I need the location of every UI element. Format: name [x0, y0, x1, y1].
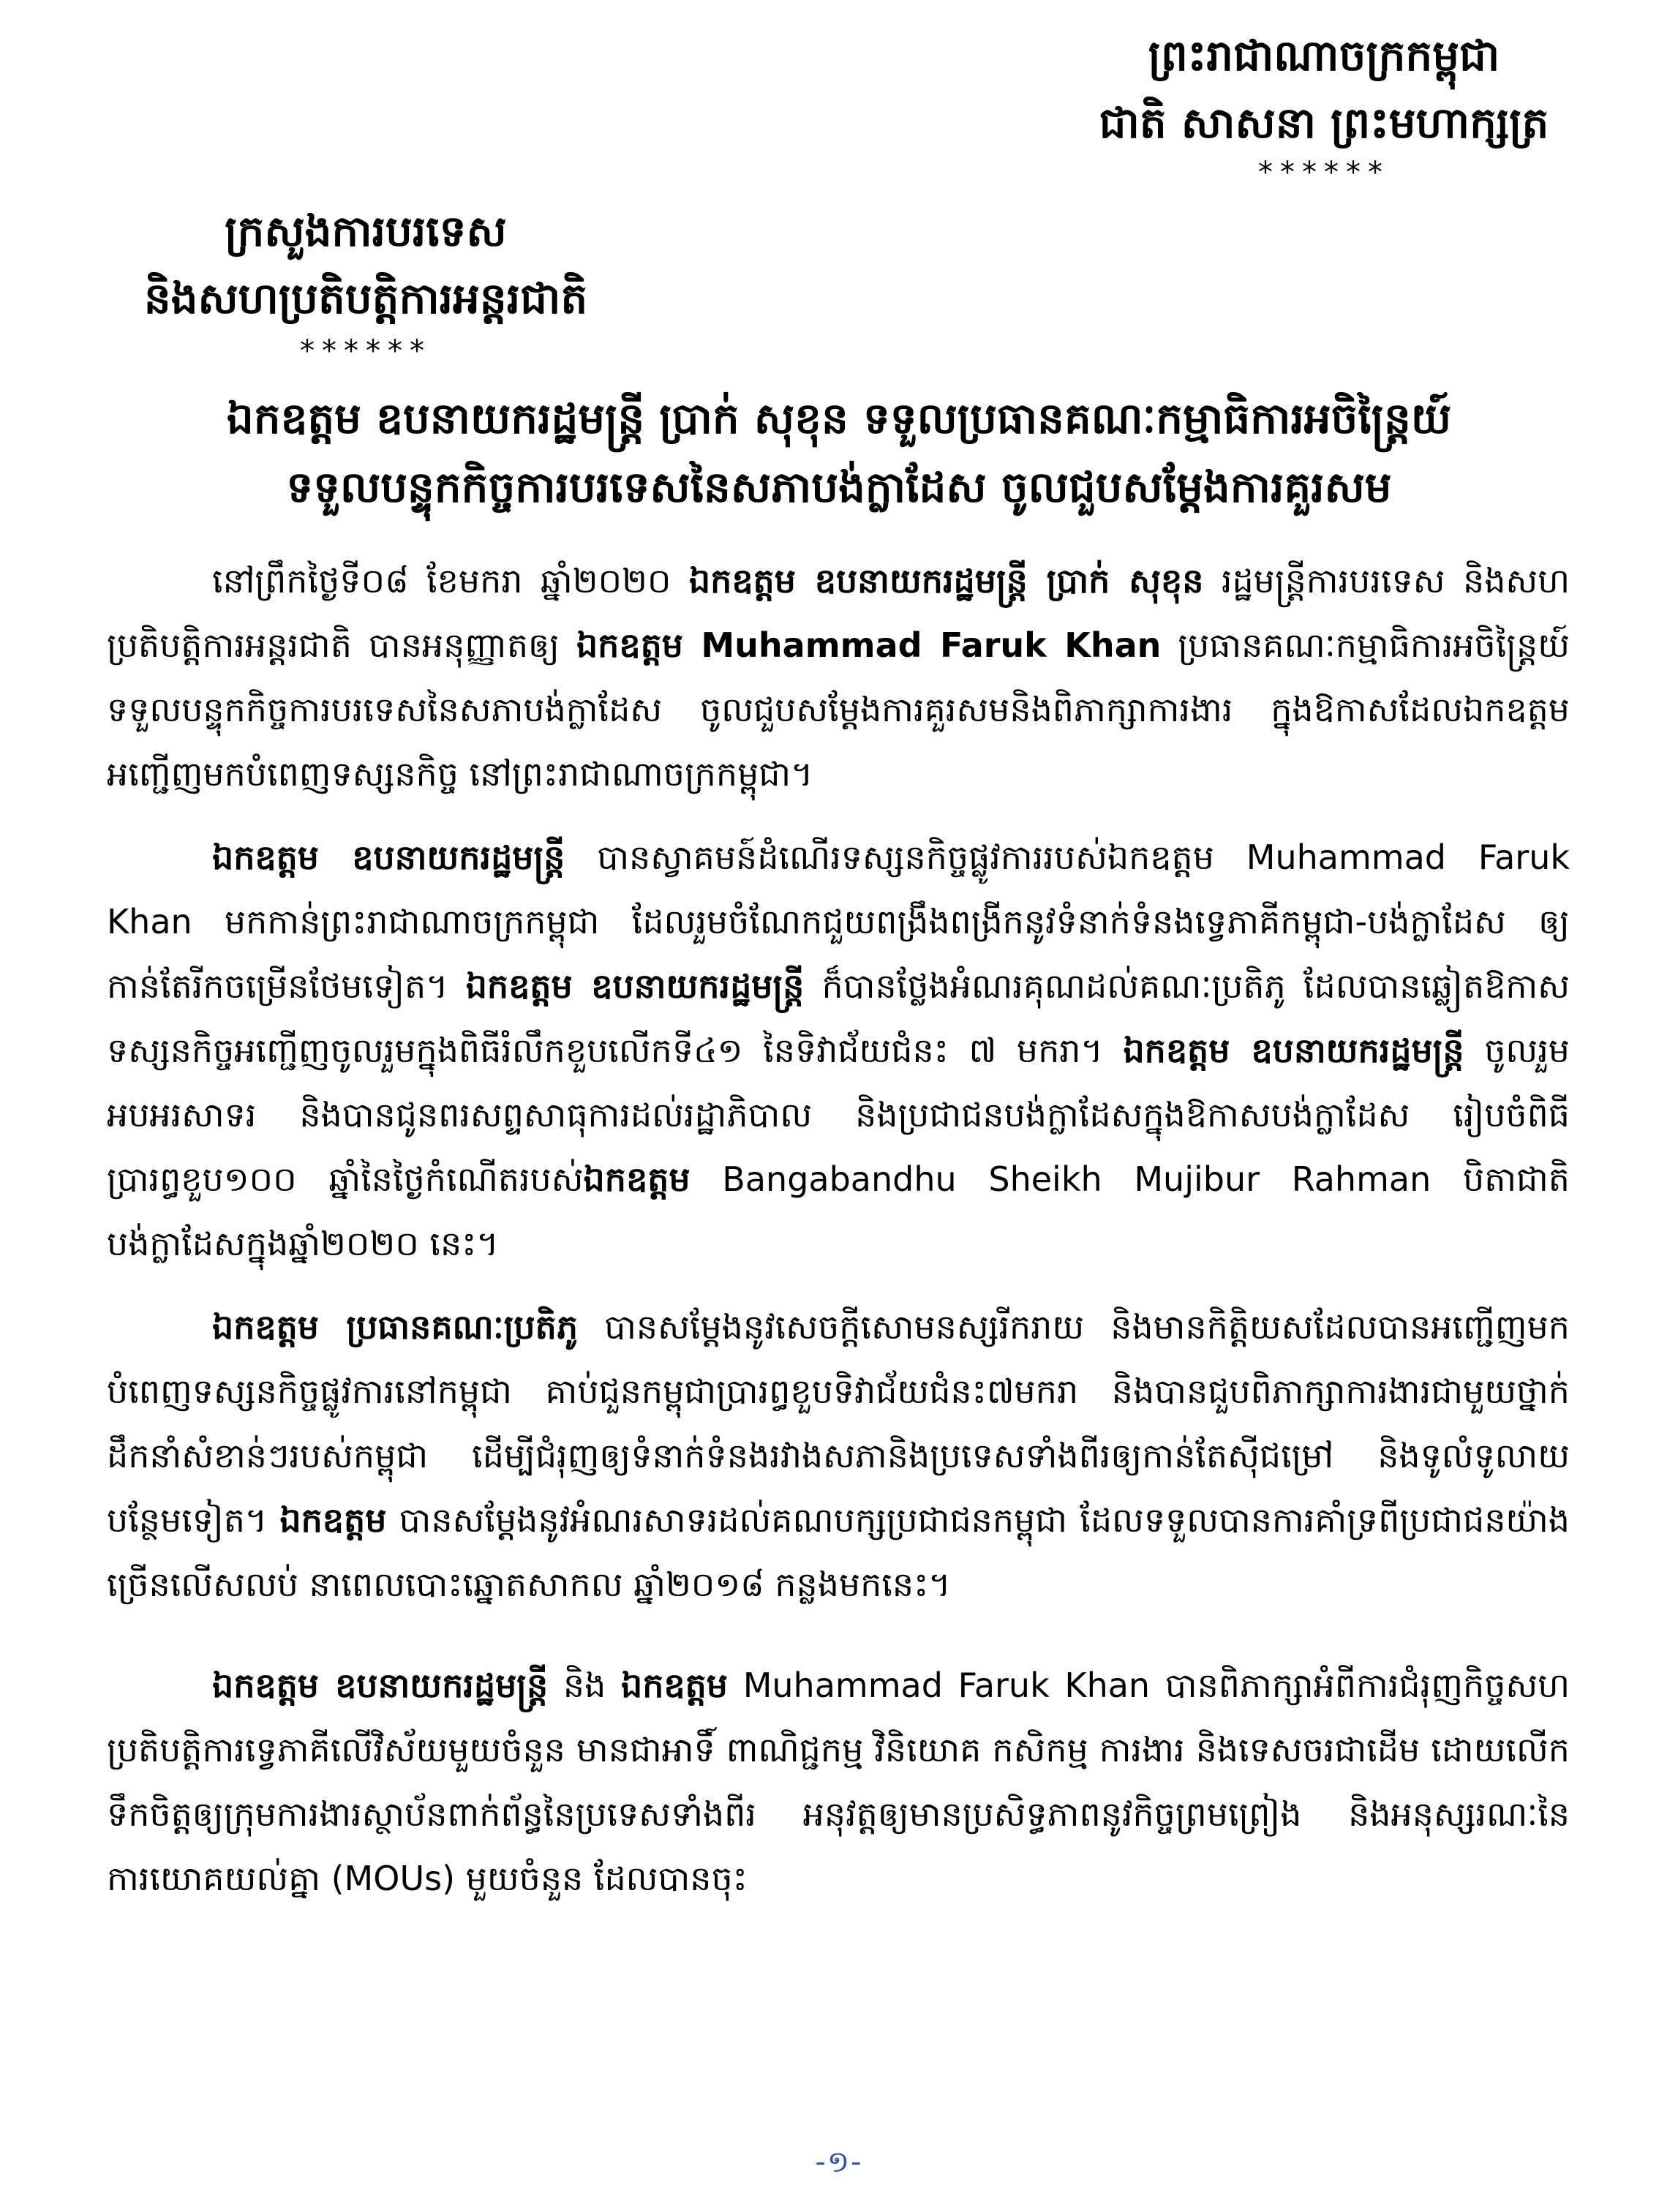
- national-motto: ជាតិ សាសនា ព្រះមហាក្សត្រ: [1099, 98, 1549, 148]
- paragraph-1: [107, 549, 1570, 806]
- bold-text-run: ឯកឧត្តម: [279, 1500, 387, 1540]
- document-title: [102, 384, 1576, 522]
- text-run: បានស្វាគមន៍ដំណើរទស្សនកិច្ចផ្លូវការរបស់ឯកឧត្តម Muhammad Faruk Khan មកកាន់ព្រះរាជាណាចក្រកម្ពុជា ដែលរួមចំណែកជួយពង្រឹងពង្រីកនូវទំនាក់ទំនងទ្វេភាគីកម្ពុជា-បង់ក្លាដែស ឲ្យកាន់តែរីកចម្រើនថែមទៀត។: [107, 838, 1570, 1006]
- bold-text-run: ឯកឧត្តម ឧបនាយករដ្ឋមន្ត្រី: [212, 838, 565, 877]
- text-run: ចូលរួមអបអរសាទរ និងបានជូនពរសព្ទសាធុការដល់រដ្ឋាភិបាល និងប្រជាជនបង់ក្លាដែសក្នុងឱកាសបង់ក្លាដែស រៀបចំពិធីប្រារព្ធខួប១០០ ឆ្នាំនៃថ្ងៃកំណើតរបស់: [107, 1031, 1570, 1199]
- title-line2: ទទួលបន្ទុកកិច្ចការបរទេសនៃសភាបង់ក្លាដែស ចូលជួបសម្តែងការគួរសម: [286, 462, 1392, 512]
- bold-text-run: ឯកឧត្តម ឧបនាយករដ្ឋមន្ត្រី: [212, 1666, 549, 1705]
- text-run: នៅព្រឹកថ្ងៃទី០៨ ខែមករា ឆ្នាំ២០២០: [212, 561, 689, 601]
- text-run: ក៏បានថ្លែងអំណរគុណដល់គណៈប្រតិភូ ដែលបានឆ្លៀតឱកាសទស្សនកិច្ចអញ្ជើញចូលរួមក្នុងពិធីរំលឹកខួបលើកទី៤១ នៃទិវាជ័យជំនះ ៧ មករា។: [107, 966, 1570, 1070]
- text-run: ប្រធានគណៈកម្មាធិការអចិន្ត្រៃយ៍ទទួលបន្ទុកកិច្ចការបរទេសនៃសភាបង់ក្លាដែស ចូលជួបសម្តែងការគួរសមនិងពិភាក្សាការងារ ក្នុងឱកាសដែលឯកឧត្តមអញ្ជើញមកបំពេញទស្សនកិច្ច នៅព្រះរាជាណាចក្រកម្ពុជា។: [107, 625, 1570, 794]
- title-line1: ឯកឧត្តម ឧបនាយករដ្ឋមន្ត្រី ប្រាក់ សុខុន ទទួលប្រធានគណៈកម្មាធិការអចិន្ត្រៃយ៍: [226, 394, 1452, 443]
- paragraph-3: [107, 1295, 1570, 1617]
- text-run: បានសម្តែងនូវសេចក្តីសោមនស្សរីករាយ និងមានកិត្តិយសដែលបានអញ្ជើញមកបំពេញទស្សនកិច្ចផ្លូវការនៅកម្ពុជា គាប់ជួនកម្ពុជាប្រារព្ធខួបទិវាជ័យជំនះ៧មករា និងបានជួបពិភាក្សាការងារជាមួយថ្នាក់ដឹកនាំសំខាន់ៗរបស់កម្ពុជា ដើម្បីជំរុញឲ្យទំនាក់ទំនងរវាងសភានិងប្រទេសទាំងពីរឲ្យកាន់តែស៊ីជម្រៅ និងទូលំទូលាយបន្ថែមទៀត។: [107, 1307, 1570, 1540]
- bold-text-run: ឯកឧត្តម: [583, 1159, 691, 1199]
- header-stars: ******: [1258, 156, 1390, 189]
- bold-text-run: ឯកឧត្តម ឧបនាយករដ្ឋមន្ត្រី ប្រាក់ សុខុន: [688, 561, 1204, 601]
- bold-text-run: ឯកឧត្តម Muhammad Faruk Khan: [576, 625, 1162, 665]
- bold-text-run: ឯកឧត្តម ប្រធានគណៈប្រតិភូ: [212, 1307, 579, 1347]
- text-run: រដ្ឋមន្ត្រីការបរទេស និងសហប្រតិបត្តិការអន្តរជាតិ បានអនុញ្ញាតឲ្យ: [107, 561, 1570, 665]
- text-run: និង: [548, 1666, 621, 1705]
- document-body: [107, 549, 1570, 1930]
- text-run: Bangabandhu Sheikh Mujibur Rahman បិតាជាតិបង់ក្លាដែសក្នុងឆ្នាំ២០២០ នេះ។: [107, 1159, 1570, 1263]
- bold-text-run: ឯកឧត្តម ឧបនាយករដ្ឋមន្ត្រី: [465, 966, 805, 1006]
- ministry-name-line1: ក្រសួងការបរទេស: [225, 206, 507, 256]
- kingdom-header: [1053, 22, 1595, 187]
- kingdom-name: ព្រះរាជាណាចក្រកម្ពុជា: [1148, 31, 1500, 80]
- text-run: បានសម្តែងនូវអំណរសាទរដល់គណបក្សប្រជាជនកម្ពុជា ដែលទទួលបានការគាំទ្រពីប្រជាជនយ៉ាងច្រើនលើសលប់ នាពេលបោះឆ្នោតសាកល ឆ្នាំ២០១៨ កន្លងមកនេះ។: [107, 1500, 1570, 1604]
- page-number: -១-: [815, 2145, 863, 2179]
- ministry-header: [110, 198, 622, 366]
- ministry-name-line2: និងសហប្រតិបត្តិការអន្តរជាតិ: [143, 274, 588, 323]
- paragraph-2: [107, 825, 1570, 1276]
- text-run: Muhammad Faruk Khan បានពិភាក្សាអំពីការជំរុញកិច្ចសហប្រតិបត្តិការទ្វេភាគីលើវិស័យមួយចំនួន មានជាអាទិ៍ ពាណិជ្ជកម្ម វិនិយោគ កសិកម្ម ការងារ និងទេសចរជាដើម ដោយលើកទឹកចិត្តឲ្យក្រុមការងារស្ថាប័នពាក់ព័ន្ធនៃប្រទេសទាំងពីរ អនុវត្តឲ្យមានប្រសិទ្ធភាពនូវកិច្ចព្រមព្រៀង និងអនុស្សរណៈនៃការយោគយល់គ្នា (MOUs) មួយចំនួន ដែលបានចុះ: [107, 1666, 1570, 1898]
- ministry-stars: ******: [300, 334, 432, 368]
- bold-text-run: ឯកឧត្តម: [621, 1666, 728, 1705]
- paragraph-4: [107, 1653, 1570, 1911]
- bold-text-run: ឯកឧត្តម ឧបនាយករដ្ឋមន្ត្រី: [1123, 1031, 1464, 1070]
